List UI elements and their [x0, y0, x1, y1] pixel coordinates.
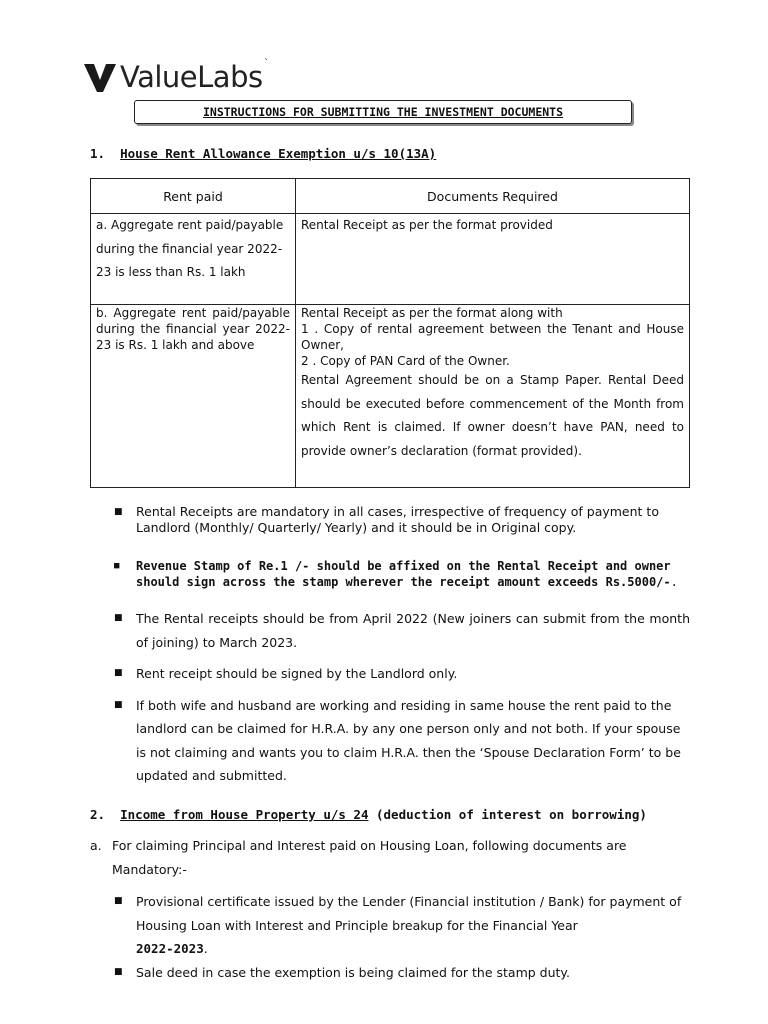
- list-item: [114, 694, 690, 788]
- bullet-text: Revenue Stamp of Re.1 /- should be affixed on the Rental Receipt and owner should sign across the stamp wherever the receipt amount exceeds Rs.5000/-: [136, 559, 671, 589]
- row-b-docs-line3: 2 . Copy of PAN Card of the Owner.: [301, 354, 510, 368]
- square-bullet-icon: ■: [114, 699, 123, 710]
- fy-suffix: .: [203, 941, 208, 956]
- logo-text: ValueLabs: [120, 60, 263, 94]
- square-bullet-icon: ■: [114, 966, 123, 977]
- section1-number: 1.: [90, 146, 106, 161]
- section2-para-a: [90, 834, 690, 881]
- section1-heading: [90, 146, 436, 161]
- row-b-docs: [296, 305, 690, 488]
- column-header-rent-paid: Rent paid: [91, 179, 296, 214]
- section2-heading: [90, 807, 647, 822]
- bullet-text: The Rental receipts should be from April 2022 (New joiners can submit from the month of joining) to March 2023.: [136, 611, 690, 650]
- list-item: [114, 961, 690, 985]
- section2-title: Income from House Property u/s 24: [120, 807, 369, 822]
- row-a-docs: Rental Receipt as per the format provided: [296, 214, 690, 305]
- para-a-text: For claiming Principal and Interest paid on Housing Loan, following documents are Mandatory:-: [112, 838, 627, 877]
- bullet-text: If both wife and husband are working and residing in same house the rent paid to the landlord can be claimed for H.R.A. by any one person only and not both. If your spouse is not claiming and wants you to claim H.R.A. then the ‘Spouse Declaration Form’ to be updated and submitted.: [136, 697, 681, 783]
- para-a-label: a.: [90, 838, 102, 853]
- row-b-docs-line1: Rental Receipt as per the format along with: [301, 306, 563, 320]
- fy-value: 2022-2023: [136, 941, 204, 956]
- square-bullet-icon: ■: [114, 896, 123, 906]
- list-item: [114, 504, 690, 536]
- company-logo: [82, 60, 263, 94]
- bullet-text: Rental Receipts are mandatory in all cases, irrespective of frequency of payment to Landlord (Monthly/ Quarterly/ Yearly) and it should be in Original copy.: [136, 504, 659, 535]
- square-bullet-icon: ■: [114, 507, 123, 517]
- document-title-box: [134, 100, 632, 124]
- table-row: [91, 305, 690, 488]
- hra-documents-table: [90, 178, 690, 488]
- column-header-documents: Documents Required: [296, 179, 690, 214]
- list-item: [114, 890, 690, 961]
- section2-number: 2.: [90, 807, 106, 822]
- valuelabs-logo-icon: [82, 60, 118, 94]
- row-b-docs-line4: Rental Agreement should be on a Stamp Paper. Rental Deed should be executed before commencement of the Month from which Rent is claimed. If owner doesn’t have PAN, need to provide owner’s declaration (format provided).: [301, 373, 684, 458]
- row-a-rent: a. Aggregate rent paid/payable during the financial year 2022-23 is less than Rs. 1 lakh: [91, 214, 296, 305]
- square-bullet-icon: ■: [114, 668, 123, 678]
- row-b-docs-line2: 1 . Copy of rental agreement between the Tenant and House Owner,: [301, 322, 684, 352]
- section1-title: House Rent Allowance Exemption u/s 10(13A): [120, 146, 437, 161]
- bullet-text: Provisional certificate issued by the Lender (Financial institution / Bank) for payment of Housing Loan with Interest and Principle breakup for the Financial Year: [136, 894, 682, 933]
- section2-title-suffix: (deduction of interest on borrowing): [368, 807, 647, 822]
- list-item: [114, 558, 690, 590]
- document-title: INSTRUCTIONS FOR SUBMITTING THE INVESTMENT DOCUMENTS: [202, 105, 564, 119]
- bullet-suffix: .: [670, 575, 678, 589]
- square-bullet-icon: ■: [114, 613, 123, 623]
- square-bullet-icon: ■: [114, 561, 120, 571]
- hra-bullet-list: [114, 504, 690, 788]
- bullet-text: Rent receipt should be signed by the Landlord only.: [136, 666, 458, 681]
- bullet-text: Sale deed in case the exemption is being claimed for the stamp duty.: [136, 964, 571, 980]
- table-header-row: [91, 179, 690, 214]
- list-item: [114, 662, 690, 686]
- financial-year: [136, 937, 690, 961]
- row-b-rent: b. Aggregate rent paid/payable during the financial year 2022-23 is Rs. 1 lakh and above: [91, 305, 296, 488]
- table-row: [91, 214, 690, 305]
- stray-mark: `: [264, 58, 269, 69]
- list-item: [114, 607, 690, 654]
- housing-loan-bullet-list: [114, 890, 690, 984]
